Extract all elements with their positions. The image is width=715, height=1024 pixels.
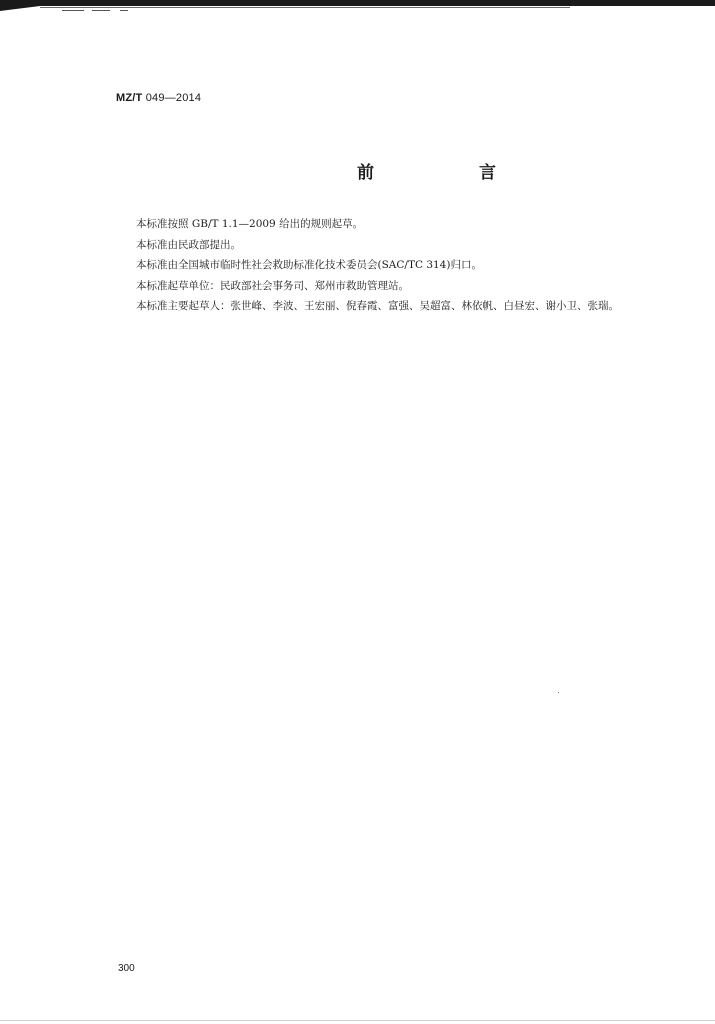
scan-artifact-dash — [62, 10, 84, 11]
page-number: 300 — [118, 963, 135, 974]
standard-code-prefix: MZ/T — [116, 92, 143, 104]
scan-artifact-dash — [120, 10, 128, 11]
scan-artifact-dash — [92, 10, 110, 11]
page-title: 前 言 — [357, 163, 540, 183]
scan-speck — [558, 692, 559, 693]
paragraph-committee: 本标准由全国城市临时性社会救助标准化技术委员会(SAC/TC 314)归口。 — [136, 259, 482, 271]
standard-code-number: 049—2014 — [145, 92, 202, 104]
standard-code — [116, 92, 201, 104]
scan-artifact-thin-line — [40, 7, 570, 8]
paragraph-drafters: 本标准主要起草人：张世峰、李波、王宏丽、倪春霞、富强、吴超富、林依帆、白昼宏、谢小卫、张瑞。 — [136, 300, 619, 312]
scan-artifact-wedge — [0, 6, 40, 11]
foreword-body — [136, 214, 696, 317]
scan-artifact-bottom-edge — [0, 1020, 715, 1021]
scan-artifact-top-bar — [0, 0, 715, 6]
paragraph-proposer: 本标准由民政部提出。 — [136, 238, 241, 251]
paragraph-drafting-rules: 本标准按照 GB/T 1.1—2009 给出的规则起草。 — [136, 218, 364, 230]
paragraph-drafting-units: 本标准起草单位：民政部社会事务司、郑州市救助管理站。 — [136, 279, 409, 292]
